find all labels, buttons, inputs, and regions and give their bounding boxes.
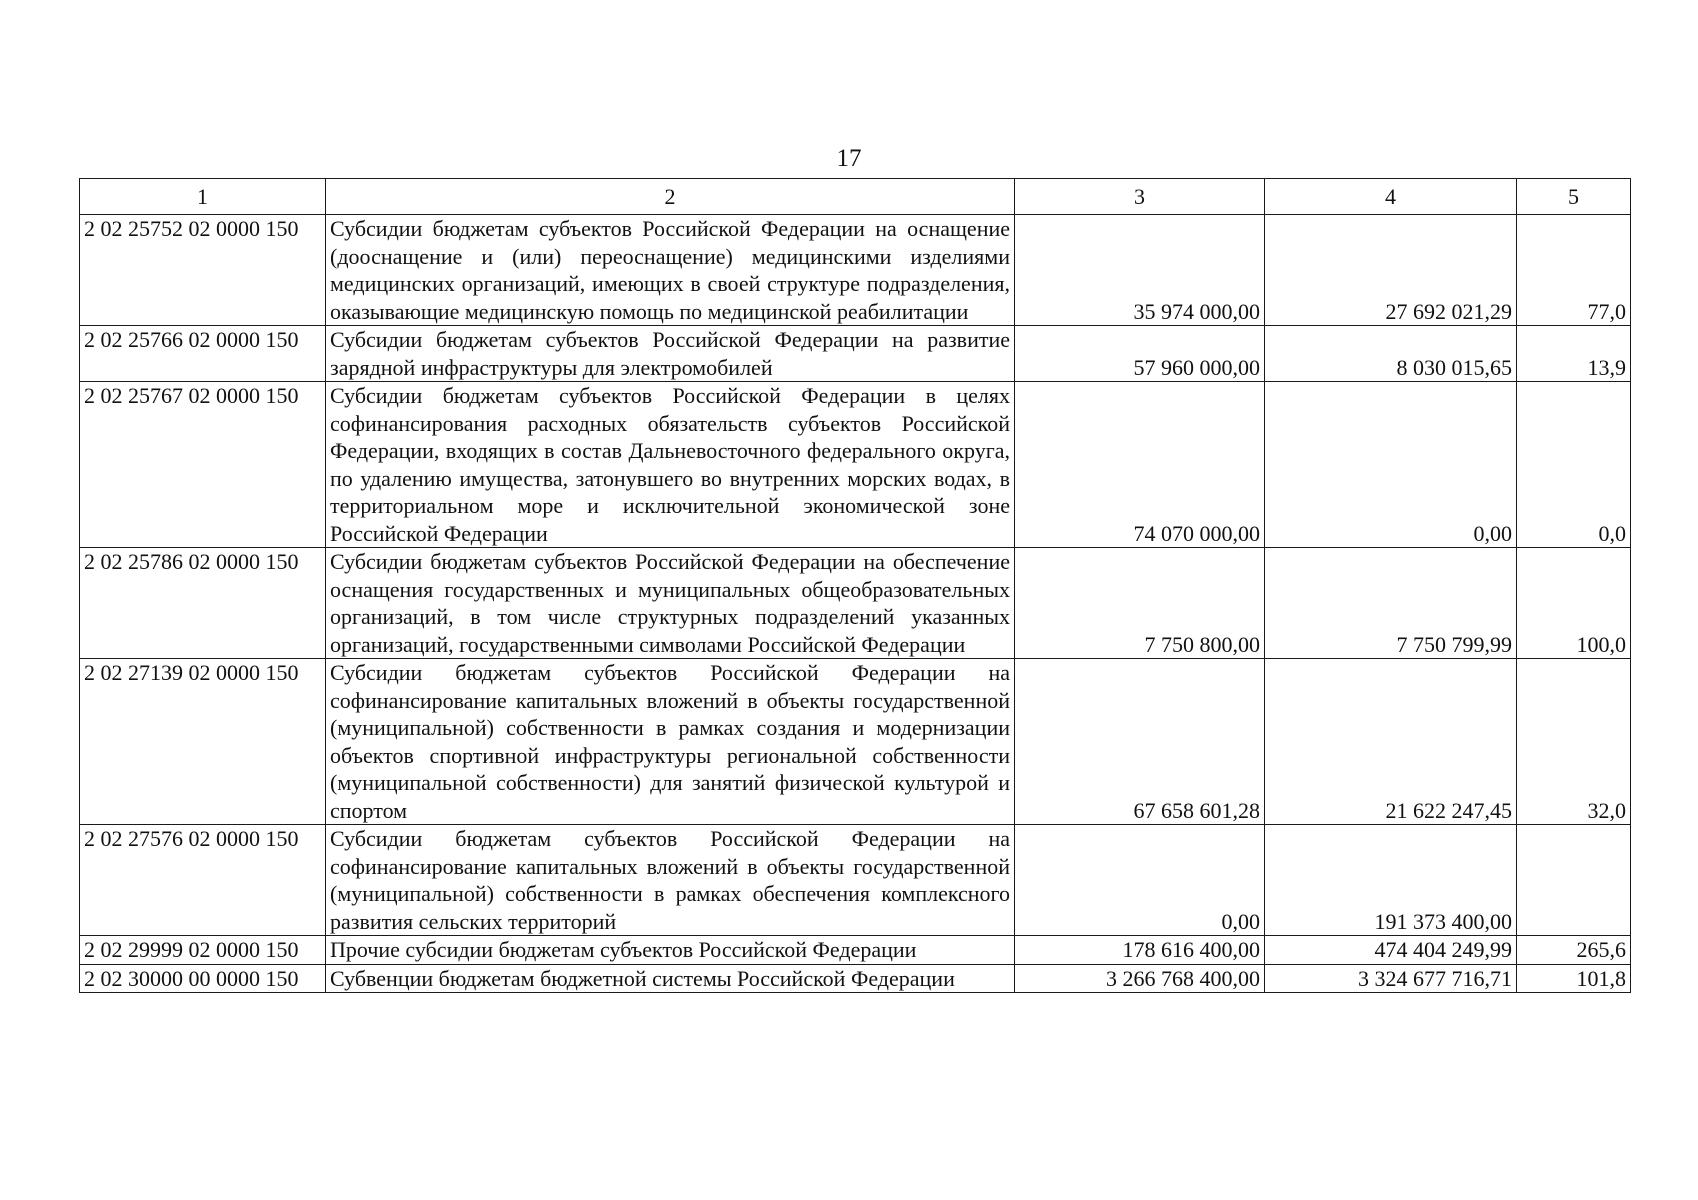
amount-col-3: 3 266 768 400,00 (1015, 964, 1265, 993)
amount-col-3: 35 974 000,00 (1015, 215, 1265, 326)
budget-code: 2 02 27139 02 0000 150 (80, 659, 326, 825)
budget-code: 2 02 25766 02 0000 150 (80, 326, 326, 382)
budget-code: 2 02 25752 02 0000 150 (80, 215, 326, 326)
table-row (80, 964, 1631, 993)
description: Прочие субсидии бюджетам субъектов Российской Федерации (326, 936, 1015, 965)
header-col-4: 4 (1265, 179, 1517, 215)
amount-col-4: 8 030 015,65 (1265, 326, 1517, 382)
budget-code: 2 02 25786 02 0000 150 (80, 548, 326, 659)
description: Субсидии бюджетам субъектов Российской Федерации на софинансирование капитальных вложений в объекты государственной (муниципальной) собственности в рамках создания и модернизации объектов спортивной инфраструктуры региональной собственности (муниципальной собственности) для занятий физической культурой и спортом (326, 659, 1015, 825)
description: Субсидии бюджетам субъектов Российской Федерации на обеспечение оснащения государственных и муниципальных общеобразовательных организаций, в том числе структурных подразделений указанных организаций, государственными символами Российской Федерации (326, 548, 1015, 659)
description: Субсидии бюджетам субъектов Российской Федерации в целях софинансирования расходных обязательств субъектов Российской Федерации, входящих в состав Дальневосточного федерального округа, по удалению имущества, затонувшего во внутренних морских водах, в территориальном море и исключительной экономической зоне Российской Федерации (326, 382, 1015, 548)
table-row (80, 825, 1631, 936)
budget-code: 2 02 27576 02 0000 150 (80, 825, 326, 936)
amount-col-4: 21 622 247,45 (1265, 659, 1517, 825)
amount-col-3: 0,00 (1015, 825, 1265, 936)
percent-col-5: 100,0 (1517, 548, 1631, 659)
amount-col-4: 3 324 677 716,71 (1265, 964, 1517, 993)
header-col-1: 1 (80, 179, 326, 215)
amount-col-3: 74 070 000,00 (1015, 382, 1265, 548)
amount-col-4: 474 404 249,99 (1265, 936, 1517, 965)
budget-code: 2 02 25767 02 0000 150 (80, 382, 326, 548)
percent-col-5: 265,6 (1517, 936, 1631, 965)
table-row (80, 215, 1631, 326)
description: Субсидии бюджетам субъектов Российской Федерации на софинансирование капитальных вложений в объекты государственной (муниципальной) собственности в рамках обеспечения комплексного развития сельских территорий (326, 825, 1015, 936)
header-col-5: 5 (1517, 179, 1631, 215)
page-number: 17 (836, 145, 862, 172)
header-row (80, 179, 1631, 215)
budget-table (79, 178, 1631, 993)
amount-col-3: 67 658 601,28 (1015, 659, 1265, 825)
budget-code: 2 02 30000 00 0000 150 (80, 964, 326, 993)
table-row (80, 936, 1631, 965)
amount-col-3: 178 616 400,00 (1015, 936, 1265, 965)
table-row (80, 326, 1631, 382)
percent-col-5: 101,8 (1517, 964, 1631, 993)
amount-col-3: 57 960 000,00 (1015, 326, 1265, 382)
amount-col-4: 191 373 400,00 (1265, 825, 1517, 936)
table-row (80, 659, 1631, 825)
table-row (80, 548, 1631, 659)
description: Субсидии бюджетам субъектов Российской Федерации на развитие зарядной инфраструктуры для электромобилей (326, 326, 1015, 382)
percent-col-5: 0,0 (1517, 382, 1631, 548)
amount-col-3: 7 750 800,00 (1015, 548, 1265, 659)
header-col-3: 3 (1015, 179, 1265, 215)
amount-col-4: 7 750 799,99 (1265, 548, 1517, 659)
amount-col-4: 27 692 021,29 (1265, 215, 1517, 326)
percent-col-5: 77,0 (1517, 215, 1631, 326)
percent-col-5: 13,9 (1517, 326, 1631, 382)
budget-code: 2 02 29999 02 0000 150 (80, 936, 326, 965)
percent-col-5 (1517, 825, 1631, 936)
table-row (80, 382, 1631, 548)
header-col-2: 2 (326, 179, 1015, 215)
description: Субвенции бюджетам бюджетной системы Российской Федерации (326, 964, 1015, 993)
percent-col-5: 32,0 (1517, 659, 1631, 825)
amount-col-4: 0,00 (1265, 382, 1517, 548)
description: Субсидии бюджетам субъектов Российской Федерации на оснащение (дооснащение и (или) переоснащение) медицинскими изделиями медицинских организаций, имеющих в своей структуре подразделения, оказывающие медицинскую помощь по медицинской реабилитации (326, 215, 1015, 326)
